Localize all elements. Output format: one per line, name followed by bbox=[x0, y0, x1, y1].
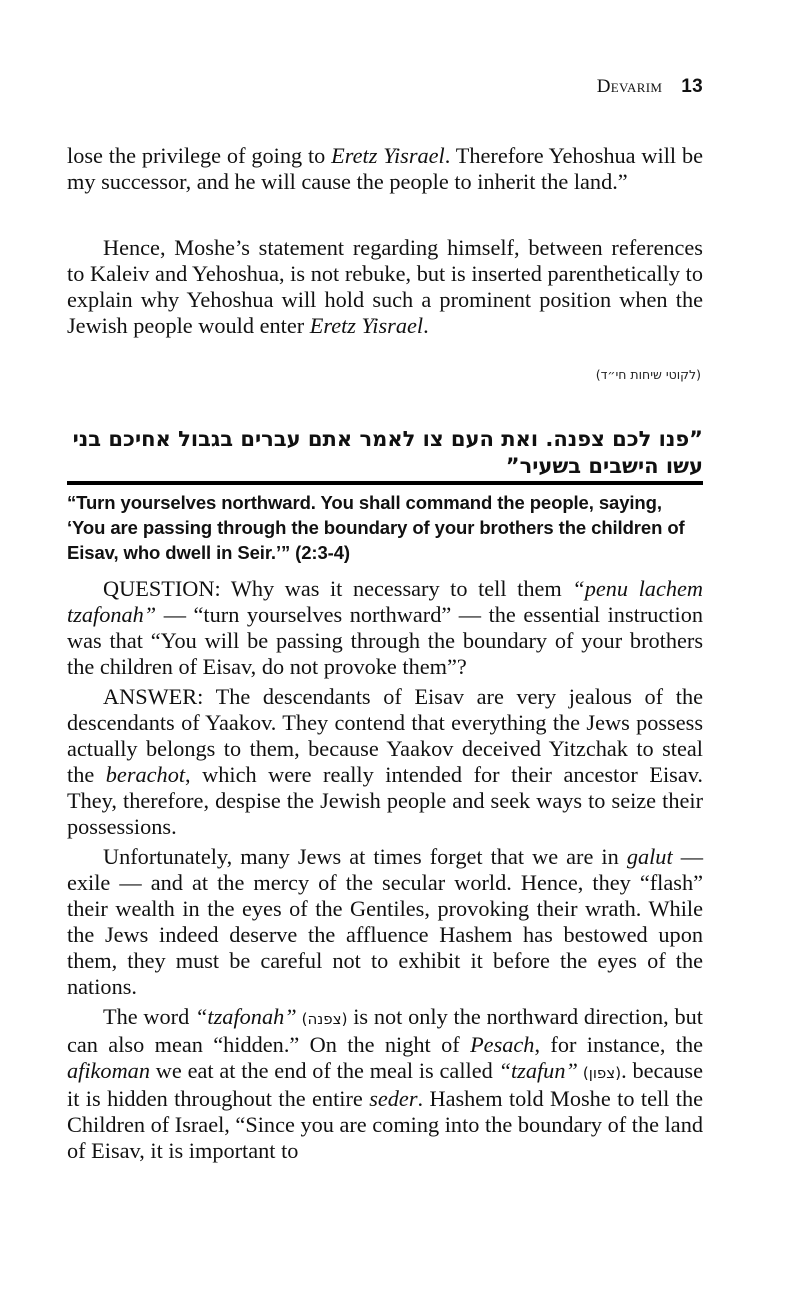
italic-term: “tzafonah” bbox=[195, 1004, 297, 1029]
text-run: , for instance, the bbox=[534, 1032, 704, 1057]
italic-term: berachot bbox=[105, 762, 186, 787]
hebrew-inline-word: (צפון) bbox=[577, 1064, 622, 1082]
english-verse-translation: “Turn yourselves northward. You shall command the people, saying, ‘You are passing through the boundary of your brothers the children of Eisav, who dwell in Seir.’” (2:3-4) bbox=[67, 492, 685, 563]
text-run: — exile — and at the mercy of the secular world. Hence, they “flash” their wealth in the eyes of the Gentiles, provoking their wrath. While the Jews indeed deserve the affluence Hashem has bestowed upon them, they must be careful not to exhibit it before the eyes of the nations. bbox=[67, 844, 704, 999]
paragraph-galut bbox=[67, 844, 703, 1000]
italic-term: Eretz Yisrael bbox=[309, 313, 424, 338]
book-title: Devarim bbox=[596, 76, 663, 97]
paragraph-tzafonah bbox=[67, 1004, 703, 1164]
heading-divider-rule bbox=[67, 481, 703, 485]
hebrew-verse-heading: ”פנו לכם צפנה. ואת העם צו לאמר אתם עברים בגבול אחיכם בני עשו הישבים בשעיר” bbox=[72, 427, 703, 478]
text-run: . Therefore Yehoshua will be my successor, and he will cause the people to inherit the land.” bbox=[67, 143, 703, 194]
source-citation: (לקוטי שיחות חי״ד) bbox=[595, 367, 701, 382]
text-run: The word bbox=[103, 1004, 196, 1029]
paragraph-answer bbox=[67, 684, 703, 840]
running-head bbox=[597, 76, 703, 98]
text-run: . bbox=[423, 313, 429, 338]
italic-term: galut bbox=[626, 844, 673, 869]
text-run: we eat at the end of the meal is called bbox=[149, 1058, 499, 1083]
text-run: is not only the northward direction, but can also mean “hidden.” On the night of bbox=[67, 1004, 704, 1057]
italic-term: seder bbox=[369, 1086, 418, 1111]
italic-term: “penu lachem tzafonah” bbox=[67, 576, 703, 627]
text-run: Unfortunately, many Jews at times forget that we are in bbox=[103, 844, 627, 869]
text-run: . because it is hidden throughout the entire bbox=[67, 1058, 703, 1111]
text-run: . Hashem told Moshe to tell the Children of Israel, “Since you are coming into the boundary of the land of Eisav, it is important to bbox=[67, 1086, 703, 1163]
text-run: — “turn yourselves northward” — the essential instruction was that “You will be passing through the boundary of your brothers the children of Eisav, do not provoke them”? bbox=[67, 602, 703, 679]
italic-term: “tzafun” bbox=[498, 1058, 578, 1083]
text-run: lose the privilege of going to bbox=[67, 143, 332, 168]
text-run: Hence, Moshe’s statement regarding himself, between references to Kaleiv and Yehoshua, is not rebuke, but is inserted parenthetically to explain why Yehoshua will hold such a prominent position when the Jewish people would enter bbox=[67, 235, 703, 338]
italic-term: Pesach bbox=[470, 1032, 535, 1057]
page-number: 13 bbox=[681, 76, 703, 97]
italic-term: Eretz Yisrael bbox=[331, 143, 445, 168]
text-run: , which were really intended for their ancestor Eisav. They, therefore, despise the Jewish people and seek ways to seize their possessions. bbox=[67, 762, 703, 839]
text-run: QUESTION: Why was it necessary to tell them bbox=[103, 576, 573, 601]
paragraph-continuation bbox=[67, 143, 703, 195]
text-run: ANSWER: The descendants of Eisav are very jealous of the descendants of Yaakov. They contend that everything the Jews possess actually belongs to them, because Yaakov deceived Yitzchak to steal the bbox=[67, 684, 703, 787]
italic-term: afikoman bbox=[67, 1058, 150, 1083]
paragraph-question bbox=[67, 576, 703, 680]
paragraph-explanation bbox=[67, 235, 703, 339]
hebrew-inline-word: (צפנה) bbox=[296, 1010, 348, 1028]
